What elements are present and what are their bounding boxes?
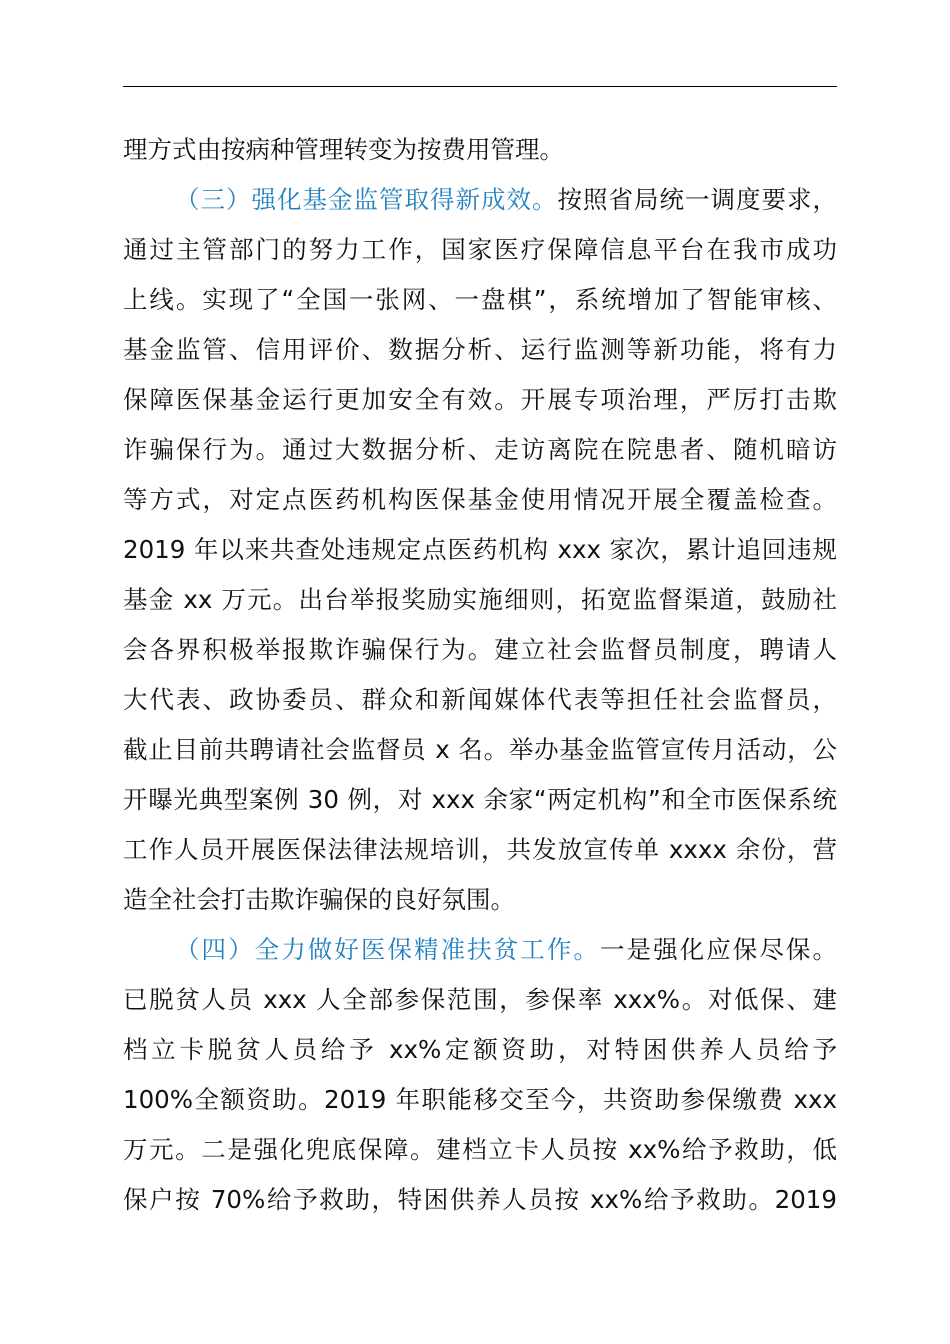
- section-3-lead-text: 按照省局统一调度要求，: [557, 185, 837, 214]
- paragraph-line: 上线。实现了“全国一张网、一盘棋”，系统增加了智能审核、: [123, 285, 837, 314]
- paragraph-line: 已脱贫人员 xxx 人全部参保范围，参保率 xxx%。对低保、建: [123, 985, 837, 1014]
- document-body: [123, 125, 837, 1225]
- paragraph-line: 保户按 70%给予救助，特困供养人员按 xx%给予救助。2019: [123, 1185, 837, 1214]
- paragraph-line: 万元。二是强化兜底保障。建档立卡人员按 xx%给予救助，低: [123, 1135, 837, 1164]
- paragraph-line: 通过主管部门的努力工作，国家医疗保障信息平台在我市成功: [123, 235, 837, 264]
- section-4-lead-text: 一是强化应保尽保。: [600, 935, 837, 964]
- paragraph-line: 等方式，对定点医药机构医保基金使用情况开展全覆盖检查。: [123, 485, 837, 514]
- paragraph-line: 开曝光典型案例 30 例，对 xxx 余家“两定机构”和全市医保系统: [123, 785, 837, 814]
- paragraph-line: 基金 xx 万元。出台举报奖励实施细则，拓宽监督渠道，鼓励社: [123, 585, 837, 614]
- section-4-first-line: [123, 925, 837, 975]
- section-4-heading: （四）全力做好医保精准扶贫工作。: [175, 935, 600, 964]
- paragraph-line: 保障医保基金运行更加安全有效。开展专项治理，严厉打击欺: [123, 385, 837, 414]
- header-rule: [123, 86, 837, 87]
- paragraph-line: 会各界积极举报欺诈骗保行为。建立社会监督员制度，聘请人: [123, 635, 837, 664]
- paragraph-line: 诈骗保行为。通过大数据分析、走访离院在院患者、随机暗访: [123, 435, 837, 464]
- paragraph-line: 2019 年以来共查处违规定点医药机构 xxx 家次，累计追回违规: [123, 535, 837, 564]
- section-3-heading: （三）强化基金监管取得新成效。: [175, 185, 558, 214]
- section-3-first-line: [123, 175, 837, 225]
- paragraph-line: 基金监管、信用评价、数据分析、运行监测等新功能，将有力: [123, 335, 837, 364]
- paragraph-line: 100%全额资助。2019 年职能移交至今，共资助参保缴费 xxx: [123, 1085, 837, 1114]
- paragraph-line: 截止目前共聘请社会监督员 x 名。举办基金监管宣传月活动，公: [123, 735, 837, 764]
- paragraph-line: 造全社会打击欺诈骗保的良好氛围。: [123, 885, 515, 914]
- paragraph-line: 理方式由按病种管理转变为按费用管理。: [123, 135, 564, 164]
- paragraph-line: 大代表、政协委员、群众和新闻媒体代表等担任社会监督员，: [123, 685, 837, 714]
- paragraph-line: 档立卡脱贫人员给予 xx%定额资助，对特困供养人员给予: [123, 1035, 837, 1064]
- paragraph-line: 工作人员开展医保法律法规培训，共发放宣传单 xxxx 余份，营: [123, 835, 837, 864]
